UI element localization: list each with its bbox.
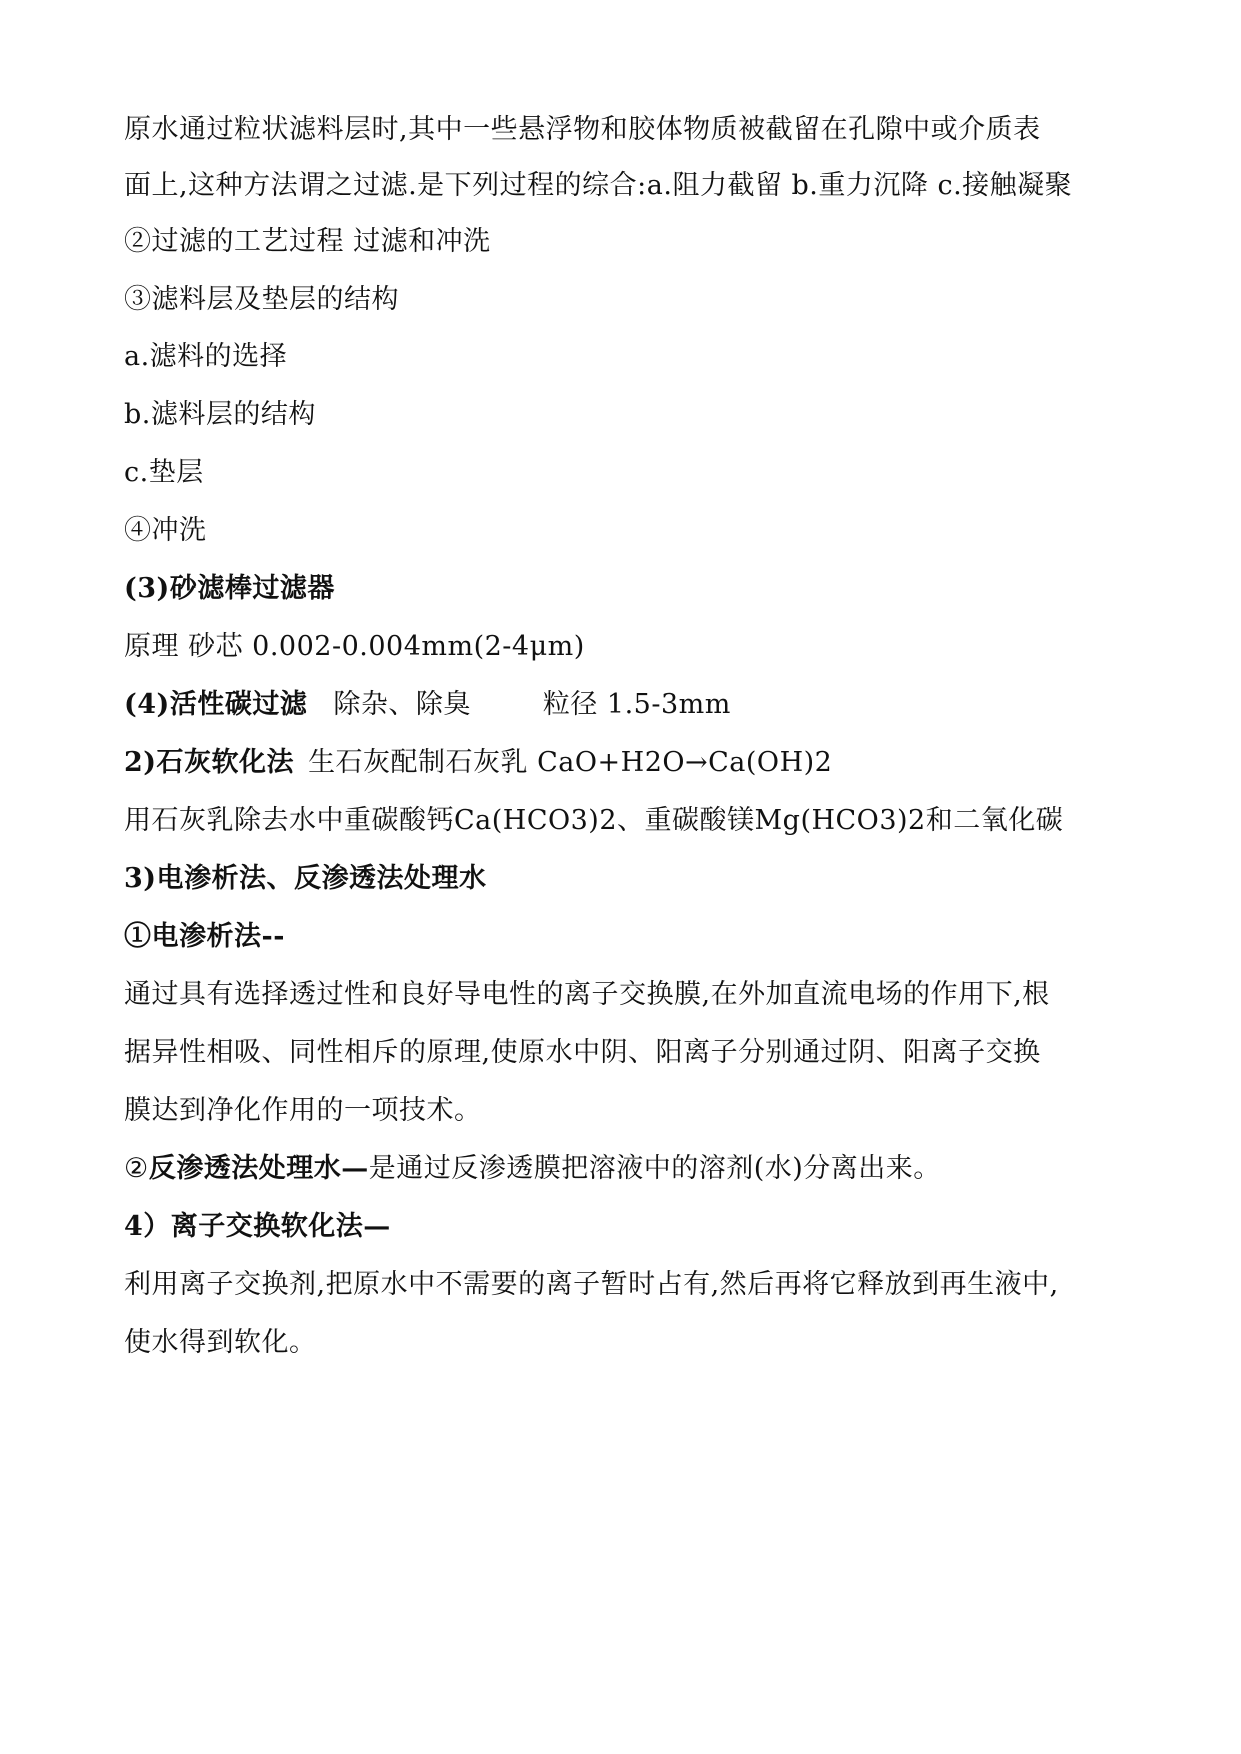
text-line: b.滤料层的结构 — [124, 399, 316, 430]
inline-text: 粒径 1.5-3mm — [542, 689, 731, 720]
text-line: 通过具有选择透过性和良好导电性的离子交换膜,在外加直流电场的作用下,根 — [124, 979, 1050, 1010]
text-line: 膜达到净化作用的一项技术。 — [124, 1095, 482, 1126]
section-heading: (3)砂滤棒过滤器 — [124, 573, 335, 604]
section-heading: 3)电渗析法、反渗透法处理水 — [124, 863, 487, 894]
text-line — [124, 1149, 1124, 1189]
section-heading: 反渗透法处理水— — [148, 1153, 369, 1184]
text-line — [124, 685, 1124, 725]
text-line: 利用离子交换剂,把原水中不需要的离子暂时占有,然后再将它释放到再生液中, — [124, 1269, 1059, 1300]
inline-text: 是通过反渗透膜把溶液中的溶剂(水)分离出来。 — [368, 1153, 941, 1184]
text-line: 原水通过粒状滤料层时,其中一些悬浮物和胶体物质被截留在孔隙中或介质表 — [124, 114, 1041, 145]
inline-text: 除杂、除臭 — [333, 689, 471, 720]
section-heading: (4)活性碳过滤 — [124, 689, 308, 720]
text-line: 用石灰乳除去水中重碳酸钙Ca(HCO3)2、重碳酸镁Mg(HCO3)2和二氧化碳 — [124, 805, 1064, 836]
inline-text: ② — [124, 1153, 149, 1184]
text-line: ③滤料层及垫层的结构 — [124, 284, 399, 315]
text-line: 原理 砂芯 0.002-0.004mm(2-4μm) — [124, 631, 585, 662]
text-line: ②过滤的工艺过程 过滤和冲洗 — [124, 226, 491, 257]
inline-text: 生石灰配制石灰乳 CaO+H2O→Ca(OH)2 — [308, 747, 833, 778]
text-line: ④冲洗 — [124, 515, 207, 546]
section-heading: 4）离子交换软化法— — [124, 1211, 391, 1242]
text-line: 使水得到软化。 — [124, 1327, 317, 1358]
text-line: a.滤料的选择 — [124, 341, 288, 372]
section-heading: 2)石灰软化法 — [124, 747, 295, 778]
text-line: 据异性相吸、同性相斥的原理,使原水中阴、阳离子分别通过阴、阳离子交换 — [124, 1037, 1041, 1068]
text-line: c.垫层 — [124, 457, 204, 488]
text-line — [124, 743, 1124, 783]
section-heading: ①电渗析法-- — [124, 921, 285, 952]
text-line: 面上,这种方法谓之过滤.是下列过程的综合:a.阻力截留 b.重力沉降 c.接触凝聚 — [124, 170, 1073, 201]
